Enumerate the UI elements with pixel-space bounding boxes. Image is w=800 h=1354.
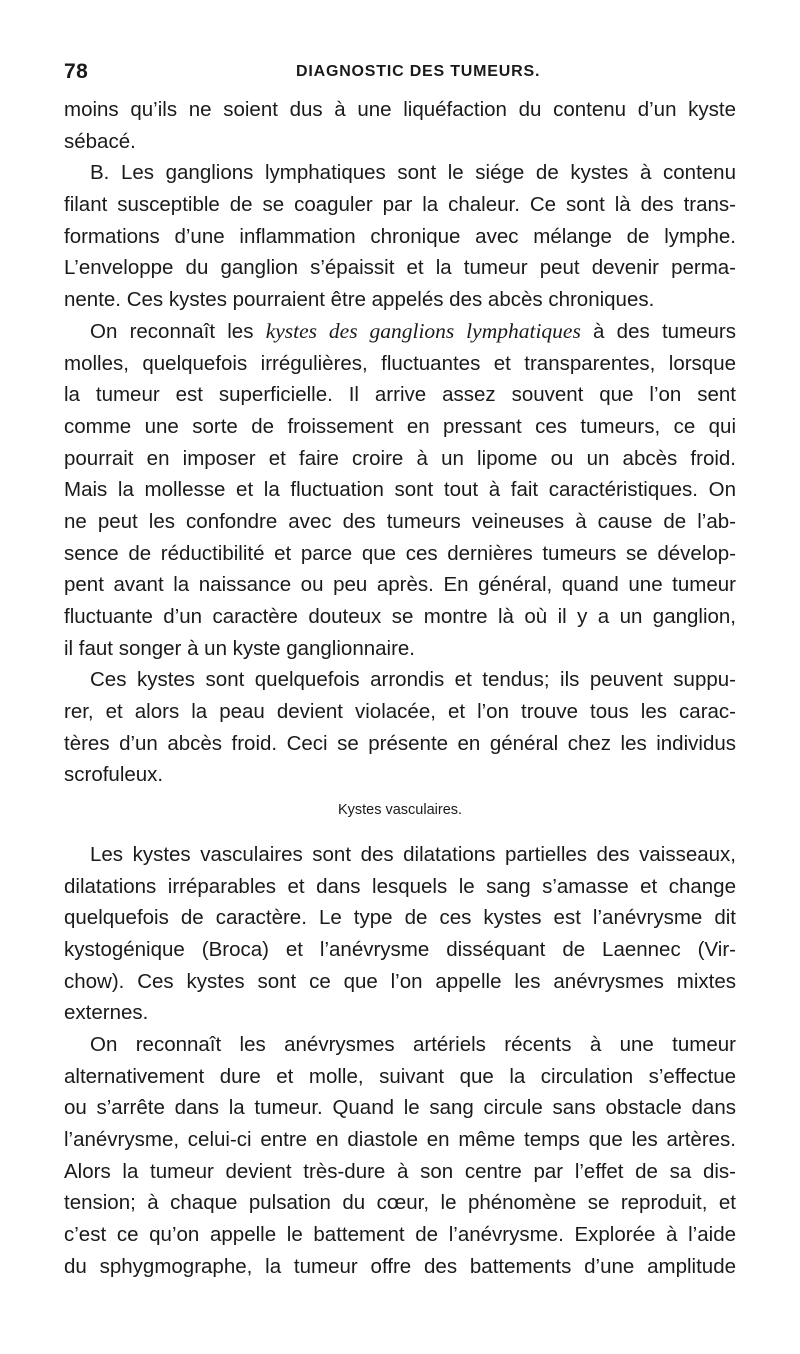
text-line: comme une sorte de froissement en pressant ces tumeurs, ce qui — [64, 414, 736, 438]
text-line: sébacé. — [64, 129, 136, 153]
text-line: quelquefois de caractère. Le type de ces kystes est l’anévrysme dit — [64, 906, 736, 930]
text-line — [64, 316, 736, 348]
text-line: tension; à chaque pulsation du cœur, le phénomène se reproduit, et — [64, 1191, 736, 1215]
italic-term: kystes des ganglions lymphatiques — [265, 318, 581, 343]
running-title: DIAGNOSTIC DES TUMEURS. — [296, 63, 541, 80]
text-line: ne peut les confondre avec des tumeurs veineuses à cause de l’ab- — [64, 509, 736, 533]
text-line: dilatations irréparables et dans lesquels le sang s’amasse et change — [64, 874, 736, 898]
text-line: rer, et alors la peau devient violacée, et l’on trouve tous les carac- — [64, 700, 736, 724]
text-line: alternativement dure et molle, suivant que la circulation s’effectue — [64, 1064, 736, 1088]
text-line: L’enveloppe du ganglion s’épaissit et la tumeur peut devenir perma- — [64, 256, 736, 280]
text-line: l’anévrysme, celui-ci entre en diastole en même temps que les artères. — [64, 1128, 736, 1151]
text-line: externes. — [64, 1001, 149, 1025]
text-line: On reconnaît les anévrysmes artériels récents à une tumeur — [90, 1032, 736, 1056]
text-line: scrofuleux. — [64, 763, 164, 787]
body-text — [64, 94, 736, 1282]
text-line: sence de réductibilité et parce que ces dernières tumeurs se dévelop- — [64, 541, 736, 565]
text-line: Ces kystes sont quelquefois arrondis et tendus; ils peuvent suppu- — [90, 668, 736, 692]
text-line: ou s’arrête dans la tumeur. Quand le sang circule sans obstacle dans — [64, 1096, 736, 1120]
text-line: nente. Ces kystes pourraient être appelés des abcès chroniques. — [64, 288, 655, 312]
text-line: pourrait en imposer et faire croire à un lipome ou un abcès froid. — [64, 446, 736, 470]
text-line: tères d’un abcès froid. Ceci se présente en général chez les individus — [64, 731, 736, 755]
text-fragment: à des tumeurs — [580, 319, 736, 343]
text-line: c’est ce qu’on appelle le battement de l’anévrysme. Explorée à l’aide — [64, 1223, 736, 1247]
text-line: moins qu’ils ne soient dus à une liquéfaction du contenu d’un kyste — [64, 98, 736, 121]
page-number: 78 — [64, 60, 89, 83]
text-line: Alors la tumeur devient très-dure à son centre par l’effet de sa dis- — [64, 1159, 736, 1183]
text-line: B. Les ganglions lymphatiques sont le siége de kystes à contenu — [90, 161, 736, 185]
text-line: molles, quelquefois irrégulières, fluctuantes et transparentes, lorsque — [64, 351, 736, 375]
text-line: kystogénique (Broca) et l’anévrysme disséquant de Laennec (Vir- — [64, 937, 736, 961]
text-line: chow). Ces kystes sont ce que l’on appelle les anévrysmes mixtes — [64, 969, 736, 993]
text-line: il faut songer à un kyste ganglionnaire. — [64, 636, 416, 660]
text-line: Mais la mollesse et la fluctuation sont tout à fait caractéristiques. On — [64, 478, 736, 502]
text-line: la tumeur est superficielle. Il arrive assez souvent que l’on sent — [64, 383, 736, 407]
section-heading: Kystes vasculaires. — [337, 802, 463, 819]
running-head — [64, 60, 736, 86]
text-line: filant susceptible de se coaguler par la chaleur. Ce sont là des trans- — [64, 193, 736, 217]
text-line: pent avant la naissance ou peu après. En général, quand une tumeur — [64, 573, 736, 597]
text-line: du sphygmographe, la tumeur offre des battements d’une amplitude — [64, 1254, 736, 1278]
text-line: formations d’une inflammation chronique avec mélange de lymphe. — [64, 224, 736, 248]
text-fragment: On reconnaît les — [90, 319, 266, 343]
text-line: Les kystes vasculaires sont des dilatations partielles des vaisseaux, — [90, 842, 736, 866]
text-line: fluctuante d’un caractère douteux se montre là où il y a un ganglion, — [64, 605, 736, 628]
